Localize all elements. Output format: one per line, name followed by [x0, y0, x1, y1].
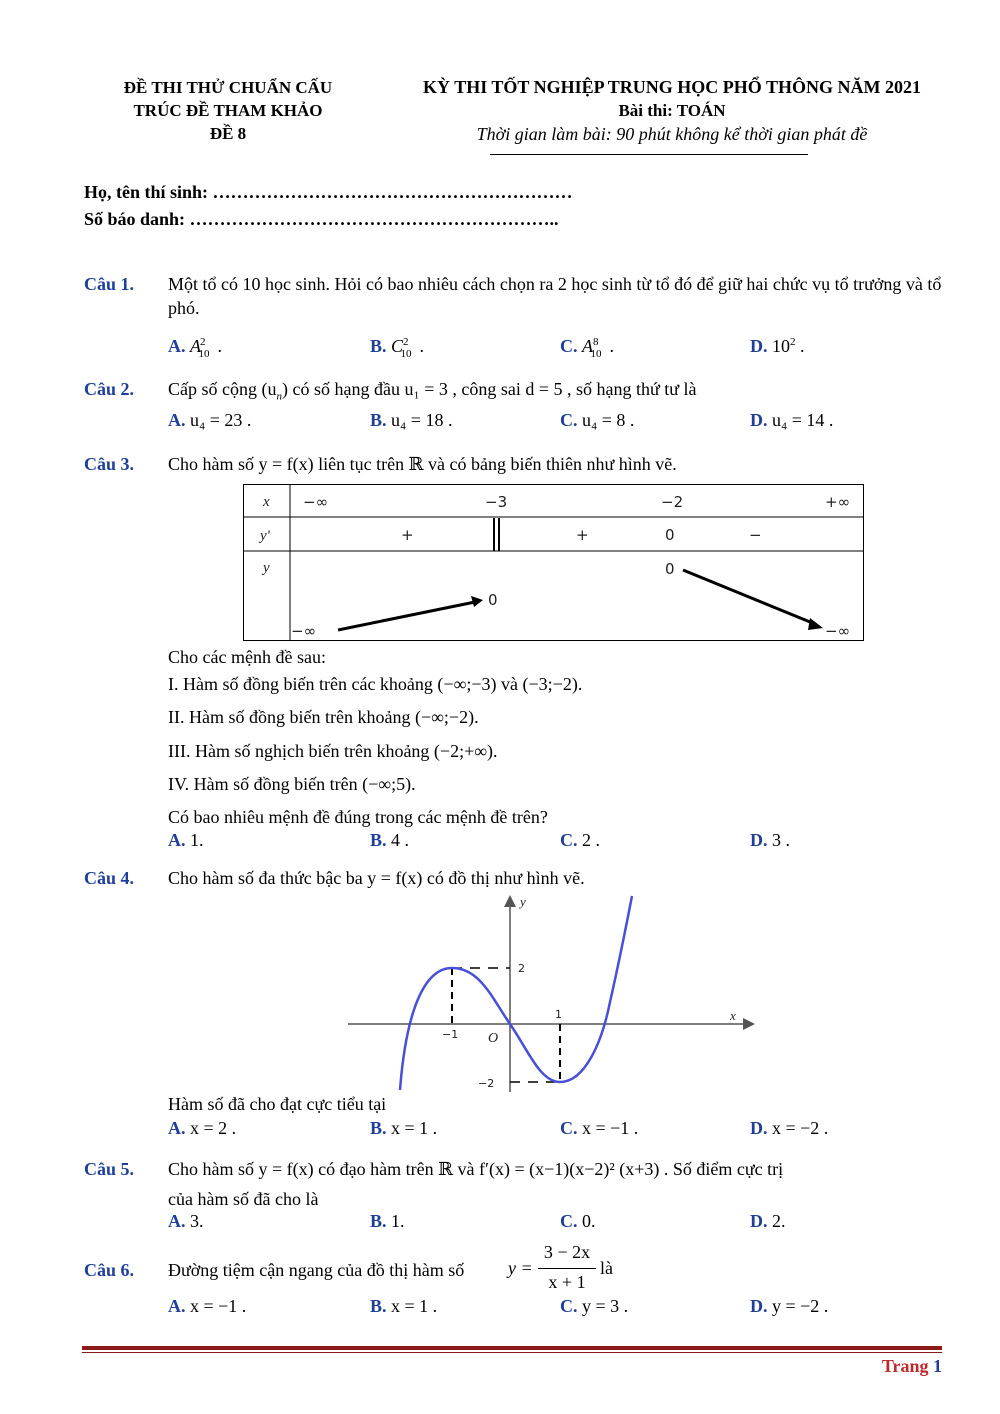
option-value: u₄ = 8 .	[582, 410, 635, 430]
question-1-text: Một tổ có 10 học sinh. Hỏi có bao nhiêu cách chọn ra 2 học sinh từ tổ đó để giữ hai chức vụ tổ trưởng và tổ phó.	[168, 274, 942, 318]
question-6-text: Đường tiệm cận ngang của đồ thị hàm số	[168, 1260, 465, 1280]
question-5-text: Cho hàm số y = f(x) có đạo hàm trên ℝ và f′(x) = (x−1)(x−2)² (x+3) . Số điểm cực trị	[168, 1159, 784, 1179]
student-name-line: Họ, tên thí sinh: ……………………………………………………	[84, 182, 573, 202]
q3-option-a[interactable]	[168, 830, 204, 851]
vt-y-val-2: 0	[488, 591, 498, 609]
q6-option-d[interactable]	[750, 1296, 828, 1317]
option-sup: 8	[593, 336, 599, 348]
option-key: D.	[750, 1118, 768, 1138]
option-value: A	[190, 336, 201, 356]
vt-sign-1: +	[401, 526, 414, 544]
q1-option-a[interactable]: A. $A^2_{10}$ .	[168, 336, 222, 360]
option-key: C.	[560, 410, 578, 430]
page-num: 1	[933, 1356, 942, 1376]
q4-option-d[interactable]	[750, 1118, 828, 1139]
option-key: D.	[750, 410, 768, 430]
option-sup: 2	[200, 336, 206, 348]
q4-option-b[interactable]	[370, 1118, 437, 1139]
vt-arrow-up	[338, 602, 475, 630]
q4-option-c[interactable]	[560, 1118, 638, 1139]
option-value: x = 1 .	[391, 1118, 438, 1138]
q4-after-text: Hàm số đã cho đạt cực tiểu tại	[168, 1094, 387, 1114]
q6-fraction-bar	[538, 1268, 596, 1269]
vt-x-val-3: −2	[661, 493, 684, 511]
header-right-line3: Thời gian làm bài: 90 phút không kể thời gian phát đề	[476, 124, 868, 144]
q2-text-b: ) có số hạng đầu u₁ = 3 , công sai d = 5 , số hạng thứ tư là	[281, 379, 697, 399]
vt-x-val-1: −∞	[303, 493, 329, 511]
question-2	[84, 377, 944, 403]
option-key: B.	[370, 1296, 387, 1316]
q6-option-a[interactable]	[168, 1296, 246, 1317]
option-value: x = −1 .	[190, 1296, 247, 1316]
question-5	[84, 1157, 944, 1209]
q2-option-b[interactable]	[370, 410, 452, 431]
page-word: Trang	[881, 1356, 929, 1376]
q1-option-c[interactable]: C. $A^8_{10}$ .	[560, 336, 614, 360]
header-right-line1: KỲ THI TỐT NGHIỆP TRUNG HỌC PHỔ THÔNG NĂM 2021	[423, 77, 921, 97]
option-key: A.	[168, 1296, 186, 1316]
q2-text-sub: n	[276, 390, 282, 403]
vt-y-val-3: 0	[665, 560, 675, 578]
option-value: C	[391, 336, 404, 356]
q3-statement-1: I. Hàm số đồng biến trên các khoảng (−∞;−3) và (−3;−2).	[168, 674, 583, 694]
question-5-text-2: của hàm số đã cho là	[168, 1189, 319, 1209]
option-key: B.	[370, 830, 387, 850]
header-left-line2: TRÚC ĐỀ THAM KHẢO	[133, 101, 323, 120]
option-key: A.	[168, 410, 186, 430]
option-value: 2.	[772, 1211, 786, 1231]
option-key: A.	[168, 830, 186, 850]
vt-x-val-2: −3	[485, 493, 508, 511]
q5-option-d[interactable]	[750, 1211, 786, 1232]
q5-option-b[interactable]	[370, 1211, 405, 1232]
vt-sign-4: −	[749, 526, 762, 544]
option-value: 1.	[190, 830, 204, 850]
option-key: D.	[750, 830, 768, 850]
q3-option-d[interactable]	[750, 830, 790, 851]
option-value: 1.	[391, 1211, 405, 1231]
graph-tick-neg2: −2	[478, 1077, 495, 1090]
vt-arrow-down-head	[808, 618, 823, 630]
option-key: D.	[750, 1211, 768, 1231]
q1-option-b[interactable]: B. $C^2_{10}$ .	[370, 336, 425, 360]
option-sub: 10	[590, 347, 602, 360]
option-key: B.	[370, 410, 387, 430]
question-3-label: Câu 3.	[84, 454, 135, 474]
q5-option-a[interactable]	[168, 1211, 204, 1232]
q6-denominator: x + 1	[548, 1272, 586, 1292]
option-value: y = −2 .	[772, 1296, 829, 1316]
option-value: y = 3 .	[582, 1296, 629, 1316]
variation-table	[243, 484, 865, 642]
graph-x-label: x	[730, 1008, 736, 1023]
header-left-line1: ĐỀ THI THỬ CHUẨN CẤU	[123, 78, 333, 97]
question-4-text: Cho hàm số đa thức bậc ba y = f(x) có đồ thị như hình vẽ.	[168, 868, 585, 888]
graph-curve	[400, 896, 632, 1090]
vt-arrow-up-head	[471, 596, 483, 607]
q3-question: Có bao nhiêu mệnh đề đúng trong các mệnh đề trên?	[168, 807, 548, 827]
option-value: 3.	[190, 1211, 204, 1231]
question-4	[84, 866, 944, 892]
question-3-text: Cho hàm số y = f(x) liên tục trên ℝ và có bảng biến thiên như hình vẽ.	[168, 454, 677, 474]
header-right-line2: Bài thi: TOÁN	[618, 101, 726, 120]
option-key: C.	[560, 1211, 578, 1231]
vt-y-label: y	[263, 560, 270, 576]
vt-y-val-4: −∞	[825, 622, 851, 640]
q3-statement-4: IV. Hàm số đồng biến trên (−∞;5).	[168, 774, 416, 794]
option-key: A.	[168, 1211, 186, 1231]
q5-option-c[interactable]	[560, 1211, 596, 1232]
footer-rule-thin	[82, 1352, 942, 1353]
option-key: C.	[560, 1118, 578, 1138]
option-sub: 10	[198, 347, 210, 360]
question-4-label: Câu 4.	[84, 868, 135, 888]
q3-statement-3: III. Hàm số nghịch biến trên khoảng (−2;+∞).	[168, 741, 498, 761]
option-value: u₄ = 23 .	[190, 410, 252, 430]
option-value: 0.	[582, 1211, 596, 1231]
question-3	[84, 452, 944, 478]
option-key: C.	[560, 830, 578, 850]
option-value: x = −1 .	[582, 1118, 639, 1138]
vt-sign-2: +	[576, 526, 589, 544]
header-underline	[490, 154, 808, 155]
option-key: A.	[168, 1118, 186, 1138]
page-number	[882, 1356, 942, 1377]
cubic-graph	[340, 892, 760, 1097]
q4-option-a[interactable]	[168, 1118, 236, 1139]
question-5-label: Câu 5.	[84, 1159, 135, 1179]
q6-tail: là	[600, 1258, 613, 1278]
graph-tick-1: 1	[555, 1008, 562, 1021]
question-2-text	[168, 377, 940, 409]
option-value: 2 .	[582, 830, 600, 850]
graph-tick-2: 2	[518, 962, 525, 975]
option-key: A.	[168, 336, 186, 356]
vt-x-label: x	[263, 494, 270, 510]
q3-option-c[interactable]	[560, 830, 600, 851]
option-key: C.	[560, 336, 578, 356]
q2-option-c[interactable]	[560, 410, 634, 431]
exam-header-right	[392, 76, 952, 146]
option-value: 10	[772, 336, 790, 356]
option-sub: 10	[400, 347, 412, 360]
option-value: 3 .	[772, 830, 790, 850]
footer-rule-thick	[82, 1346, 942, 1350]
q3-after-text: Cho các mệnh đề sau:	[168, 647, 326, 667]
option-key: D.	[750, 1296, 768, 1316]
q2-option-a[interactable]	[168, 410, 251, 431]
option-key: B.	[370, 1211, 387, 1231]
option-value: x = 1 .	[391, 1296, 438, 1316]
graph-origin-label: O	[488, 1031, 499, 1046]
vt-x-val-4: +∞	[825, 493, 851, 511]
q6-lhs: y =	[508, 1258, 533, 1278]
question-1	[84, 272, 944, 322]
q6-numerator: 3 − 2x	[543, 1242, 591, 1262]
option-sup: 2	[403, 336, 409, 348]
option-value: u₄ = 18 .	[391, 410, 453, 430]
option-key: B.	[370, 336, 387, 356]
q6-option-c[interactable]	[560, 1296, 628, 1317]
student-id-line: Số báo danh: ……………………………………………………..	[84, 209, 559, 229]
q3-statement-2: II. Hàm số đồng biến trên khoảng (−∞;−2).	[168, 707, 479, 727]
q2-option-d[interactable]	[750, 410, 833, 431]
option-value: 4 .	[391, 830, 410, 850]
q2-text-a: Cấp số cộng (u	[168, 379, 277, 399]
vt-y-val-1: −∞	[291, 622, 317, 640]
q1-option-d[interactable]: D. $10^2$ .	[750, 336, 805, 356]
vt-arrow-down	[683, 570, 815, 624]
q6-option-b[interactable]	[370, 1296, 437, 1317]
option-key: B.	[370, 1118, 387, 1138]
q3-option-b[interactable]	[370, 830, 409, 851]
option-value: u₄ = 14 .	[772, 410, 834, 430]
vt-sign-3: 0	[665, 526, 675, 544]
option-key: C.	[560, 1296, 578, 1316]
vt-yp-label: y'	[260, 528, 270, 544]
question-2-label: Câu 2.	[84, 379, 135, 399]
option-key: D.	[750, 336, 768, 356]
header-left-line3: ĐỀ 8	[209, 124, 247, 143]
exam-header-left	[92, 76, 364, 145]
question-1-label: Câu 1.	[84, 274, 135, 294]
option-value: x = 2 .	[190, 1118, 237, 1138]
graph-tick-neg1: −1	[442, 1028, 459, 1041]
question-6-label: Câu 6.	[84, 1260, 135, 1280]
graph-y-label: y	[520, 894, 526, 909]
option-sup: 2	[790, 336, 796, 348]
option-value: x = −2 .	[772, 1118, 829, 1138]
option-value: A	[582, 336, 593, 356]
